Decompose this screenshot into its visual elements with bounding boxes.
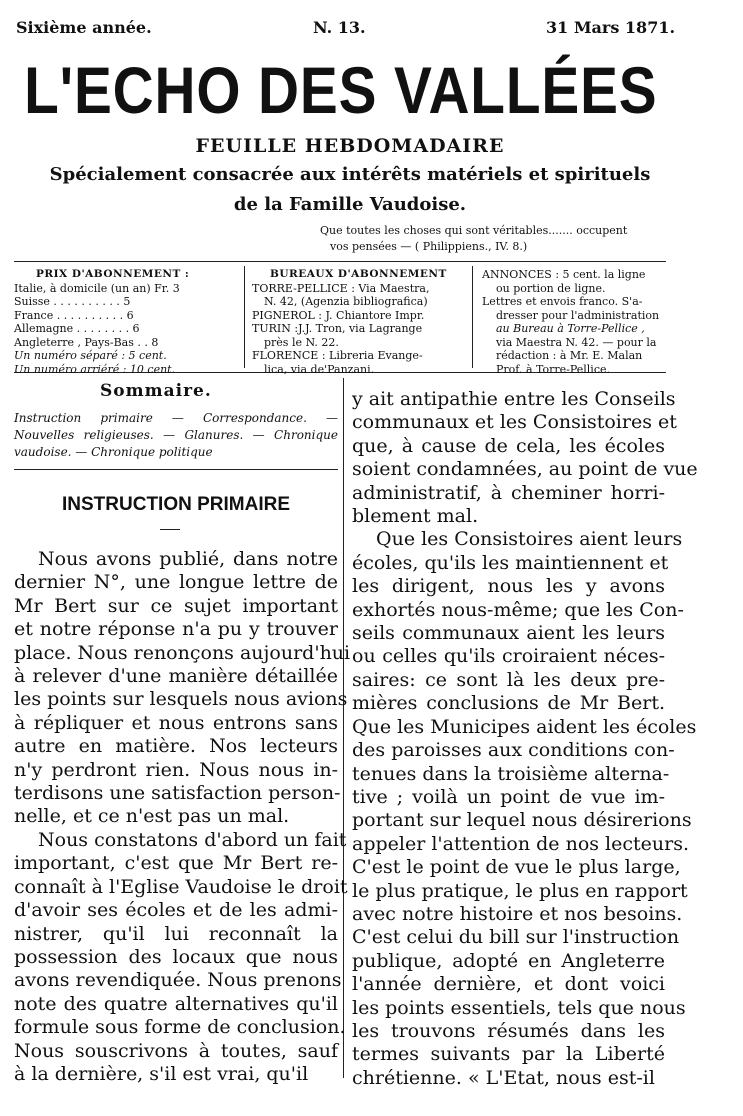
- advert-line: Prof. à Torre-Pellice.: [496, 362, 610, 376]
- price-line: Italie, à domicile (un an) Fr. 3: [14, 281, 180, 295]
- text-line: n'y perdront rien. Nous nous in-: [14, 758, 338, 781]
- text-line: des paroisses aux conditions con-: [352, 739, 675, 762]
- price-line: Un numéro séparé : 5 cent.: [14, 349, 167, 362]
- text-line: blement mal.: [352, 505, 479, 528]
- text-line: y ait antipathie entre les Conseils: [352, 388, 676, 410]
- tagline-line-1: Spécialement consacrée aux intérêts matériels et spirituels: [49, 164, 651, 185]
- text-line: C'est celui du bill sur l'instruction: [352, 926, 680, 949]
- prices-heading: PRIX D'ABONNEMENT :: [36, 268, 190, 280]
- text-line: publique, adopté en Angleterre: [352, 949, 665, 972]
- title-dash: [160, 529, 180, 530]
- text-line: Nous souscrivons à toutes, sauf: [14, 1039, 338, 1062]
- text-line: nelle, et ce n'est pas un mal.: [14, 805, 290, 828]
- epigraph-line-2: vos pensées — ( Philippiens., IV. 8.): [330, 240, 528, 253]
- text-line: nistrer, qu'il lui reconnaît la: [14, 922, 338, 945]
- summary-text: Instruction primaire — Correspondance. — Nouvelles religieuses. — Glanures. — Chronique vaudoise. — Chronique politique: [14, 411, 338, 459]
- text-line: important, c'est que Mr Bert re-: [14, 852, 338, 875]
- office-line: PIGNEROL : J. Chiantore Impr.: [252, 308, 425, 322]
- text-line: appeler l'attention de nos lecteurs.: [352, 832, 690, 855]
- text-line: portant sur lequel nous désirerions: [352, 809, 692, 832]
- office-line: TURIN :J.J. Tron, via Lagrange: [252, 322, 423, 335]
- advert-line: Lettres et envois franco. S'a-: [482, 295, 643, 308]
- article-column-left: [14, 548, 351, 1086]
- text-line: autre en matière. Nos lecteurs: [14, 735, 338, 758]
- office-line: TORRE-PELLICE : Via Maestra,: [252, 281, 430, 295]
- newspaper-subtitle: FEUILLE HEBDOMADAIRE: [195, 135, 505, 157]
- text-line: communaux et les Consistoires et: [352, 411, 677, 434]
- text-line: mières conclusions de Mr Bert.: [352, 692, 665, 715]
- issue-year: Sixième année.: [16, 18, 152, 37]
- text-line: les dirigent, nous les y avons: [352, 575, 665, 598]
- price-line: Suisse . . . . . . . . . . 5: [14, 295, 131, 308]
- article-column-right: [352, 388, 698, 1090]
- text-line: les points sur lesquels nous avions: [14, 688, 348, 711]
- price-line: Allemagne . . . . . . . . 6: [14, 322, 140, 335]
- text-line: Nous constatons d'abord un fait: [38, 828, 347, 851]
- text-line: possession des locaux que nous: [14, 945, 338, 968]
- summary-rule: [14, 469, 338, 470]
- text-line: les points essentiels, tels que nous: [352, 996, 686, 1019]
- advert-line: au Bureau à Torre-Pellice ,: [496, 322, 645, 335]
- advert-line: rédaction : à Mr. E. Malan: [496, 349, 643, 362]
- text-line: écoles, qu'ils les maintiennent et: [352, 551, 669, 574]
- text-line: saires: ce sont là les deux pre-: [352, 668, 665, 691]
- advert-line: dresser pour l'administration: [496, 308, 660, 322]
- issue-date: 31 Mars 1871.: [546, 18, 676, 37]
- text-line: seils communaux aient les leurs: [352, 622, 665, 645]
- offices-heading: BUREAUX D'ABONNEMENT: [270, 268, 447, 280]
- text-line: exhortés nous-même; que les Con-: [352, 598, 684, 621]
- text-line: Nous avons publié, dans notre: [38, 548, 338, 570]
- text-line: C'est le point de vue le plus large,: [352, 856, 681, 879]
- text-line: tenues dans la troisième alterna-: [352, 762, 670, 785]
- office-line: lica, via de'Panzani.: [264, 362, 375, 376]
- text-line: le plus pratique, le plus en rapport: [352, 879, 688, 902]
- advert-line: ou portion de ligne.: [496, 281, 606, 295]
- text-line: formule sous forme de conclusion.: [14, 1016, 346, 1039]
- text-line: tive ; voilà un point de vue im-: [352, 785, 665, 808]
- text-line: les trouvons résumés dans les: [352, 1019, 665, 1042]
- text-line: que, à cause de cela, les écoles: [352, 434, 665, 457]
- column-divider: [343, 378, 344, 1078]
- top-rule: [14, 261, 666, 262]
- text-line: à relever d'une manière détaillée: [14, 665, 338, 688]
- text-line: terdisons une satisfaction person-: [14, 782, 341, 805]
- office-line: N. 42, (Agenzia bibliografica): [264, 295, 428, 308]
- tagline-line-2: de la Famille Vaudoise.: [233, 194, 467, 215]
- article-title: INSTRUCTION PRIMAIRE: [62, 494, 290, 515]
- advert-line: ANNONCES : 5 cent. la ligne: [482, 268, 646, 281]
- text-line: d'avoir ses écoles et de les admi-: [14, 899, 338, 922]
- text-line: et notre réponse n'a pu y trouver: [14, 618, 338, 641]
- text-line: dernier N°, une longue lettre de: [14, 571, 338, 594]
- price-line: Angleterre , Pays-Bas . . 8: [14, 335, 159, 349]
- info-divider-1: [244, 266, 245, 368]
- text-line: ou celles qu'ils croiraient néces-: [352, 645, 665, 668]
- subscription-prices: [14, 268, 239, 376]
- text-line: termes suivants par la Liberté: [352, 1043, 665, 1066]
- text-line: place. Nous renonçons aujourd'hui: [14, 641, 351, 664]
- text-line: l'année dernière, et dont voici: [352, 973, 665, 996]
- text-line: Que les Consistoires aient leurs: [376, 528, 683, 551]
- issue-number: N. 13.: [313, 18, 366, 37]
- text-line: à la dernière, s'il est vrai, qu'il: [14, 1062, 309, 1085]
- office-line: près le N. 22.: [264, 335, 339, 349]
- text-line: avec notre histoire et nos besoins.: [352, 902, 683, 925]
- summary-title: Sommaire.: [100, 381, 212, 401]
- text-line: connaît à l'Eglise Vaudoise le droit: [14, 875, 348, 898]
- text-line: avons revendiquée. Nous prenons: [14, 969, 342, 992]
- price-line: Un numéro arriéré : 10 cent.: [14, 362, 176, 376]
- text-line: Mr Bert sur ce sujet important: [14, 594, 338, 617]
- text-line: chrétienne. « L'Etat, nous est-il: [352, 1066, 655, 1089]
- price-line: France . . . . . . . . . . 6: [14, 308, 134, 322]
- text-line: soient condamnées, au point de vue: [352, 458, 698, 481]
- subscription-offices: [252, 268, 467, 376]
- text-line: note des quatre alternatives qu'il: [14, 992, 338, 1015]
- office-line: FLORENCE : Libreria Evange-: [252, 349, 423, 362]
- advert-line: via Maestra N. 42. — pour la: [496, 335, 657, 349]
- epigraph-line-1: Que toutes les choses qui sont véritables....... occupent: [320, 224, 628, 237]
- newspaper-title: L'ECHO DES VALLÉES: [24, 53, 658, 127]
- text-line: Que les Municipes aident les écoles: [352, 715, 697, 738]
- text-line: administratif, à cheminer horri-: [352, 481, 665, 504]
- text-line: à répliquer et nous entrons sans: [14, 711, 338, 734]
- advertising-info: [482, 268, 668, 376]
- info-divider-2: [472, 266, 473, 368]
